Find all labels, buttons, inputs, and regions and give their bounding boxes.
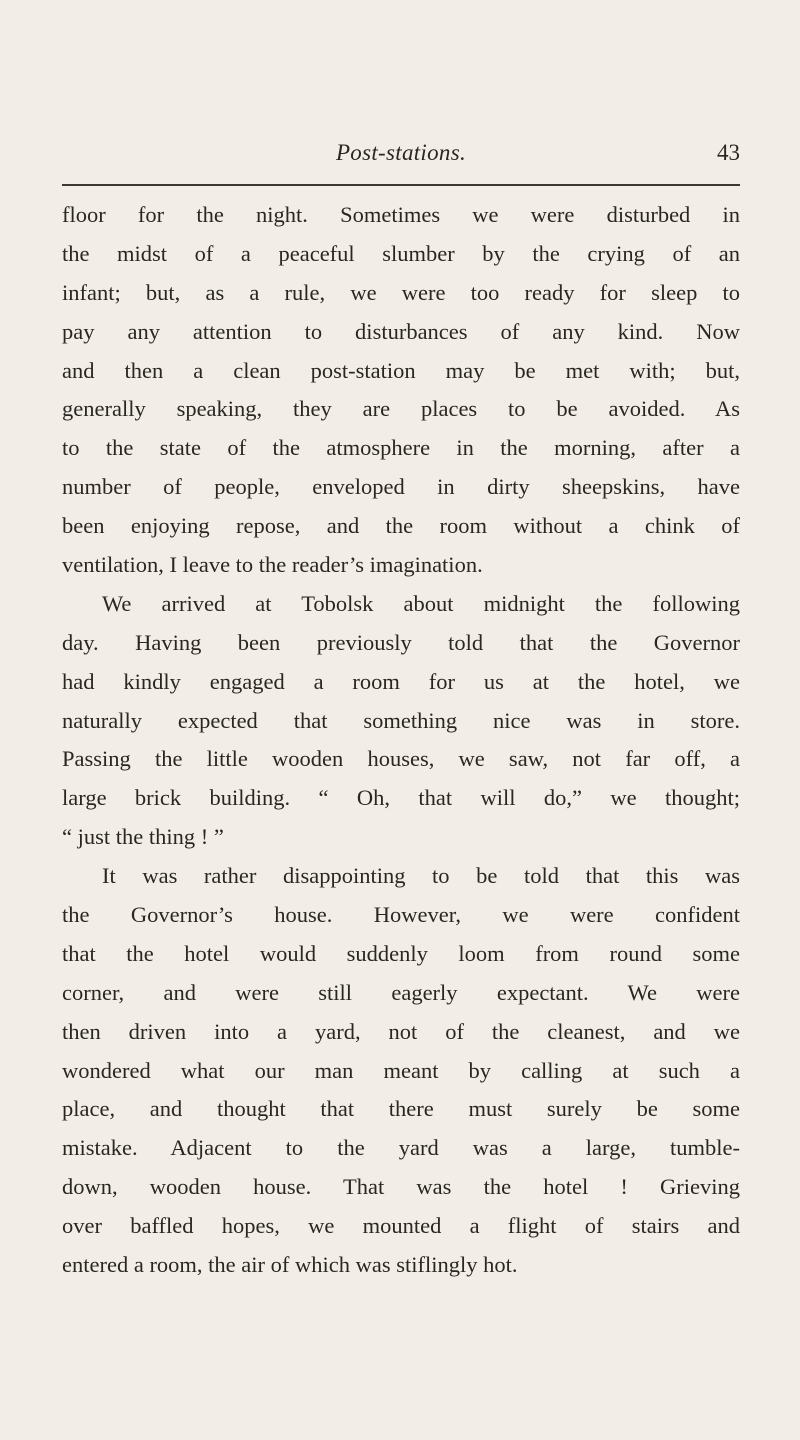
text-line: had kindly engaged a room for us at the hotel, we: [62, 668, 740, 694]
text-line: down, wooden house. That was the hotel ! Grieving: [62, 1174, 740, 1200]
text-line: floor for the night. Sometimes we were disturbed in: [62, 202, 740, 227]
text-line: and then a clean post-station may be met with; but,: [62, 357, 740, 383]
text-line: place, and thought that there must surely be some: [62, 1096, 740, 1122]
text-line: generally speaking, they are places to be avoided. As: [62, 396, 740, 422]
text-line: It was rather disappointing to be told that this was: [102, 863, 740, 889]
text-line: Passing the little wooden houses, we saw, not far off, a: [62, 746, 740, 772]
text-line: then driven into a yard, not of the cleanest, and we: [62, 1018, 740, 1044]
text-line: entered a room, the air of which was stiflingly hot.: [62, 1252, 518, 1278]
text-line: large brick building. “ Oh, that will do,” we thought;: [62, 785, 740, 811]
text-line: naturally expected that something nice was in store.: [62, 707, 740, 733]
running-title: Post-stations.: [335, 140, 467, 165]
text-line: number of people, enveloped in dirty sheepskins, have: [62, 474, 740, 500]
text-line: the midst of a peaceful slumber by the crying of an: [62, 240, 740, 266]
text-line: to the state of the atmosphere in the morning, after a: [62, 435, 740, 461]
text-line: the Governor’s house. However, we were confident: [62, 902, 740, 928]
text-line: wondered what our man meant by calling at such a: [62, 1057, 740, 1083]
running-head: [62, 140, 740, 184]
text-line: pay any attention to disturbances of any kind. Now: [62, 318, 740, 344]
text-line: ventilation, I leave to the reader’s imagination.: [62, 552, 483, 578]
text-line: day. Having been previously told that the Governor: [62, 629, 740, 655]
text-line: that the hotel would suddenly loom from round some: [62, 940, 740, 966]
text-line: We arrived at Tobolsk about midnight the following: [102, 590, 740, 616]
text-line: corner, and were still eagerly expectant. We were: [62, 979, 740, 1005]
text-line: “ just the thing ! ”: [62, 824, 224, 850]
header-rule: [62, 184, 740, 186]
text-line: mistake. Adjacent to the yard was a large, tumble-: [62, 1135, 740, 1161]
body-text: [62, 196, 740, 1285]
text-line: over baffled hopes, we mounted a flight of stairs and: [62, 1213, 740, 1239]
text-line: been enjoying repose, and the room without a chink of: [62, 513, 740, 539]
page-number: 43: [717, 140, 740, 165]
text-line: infant; but, as a rule, we were too ready for sleep to: [62, 279, 740, 305]
